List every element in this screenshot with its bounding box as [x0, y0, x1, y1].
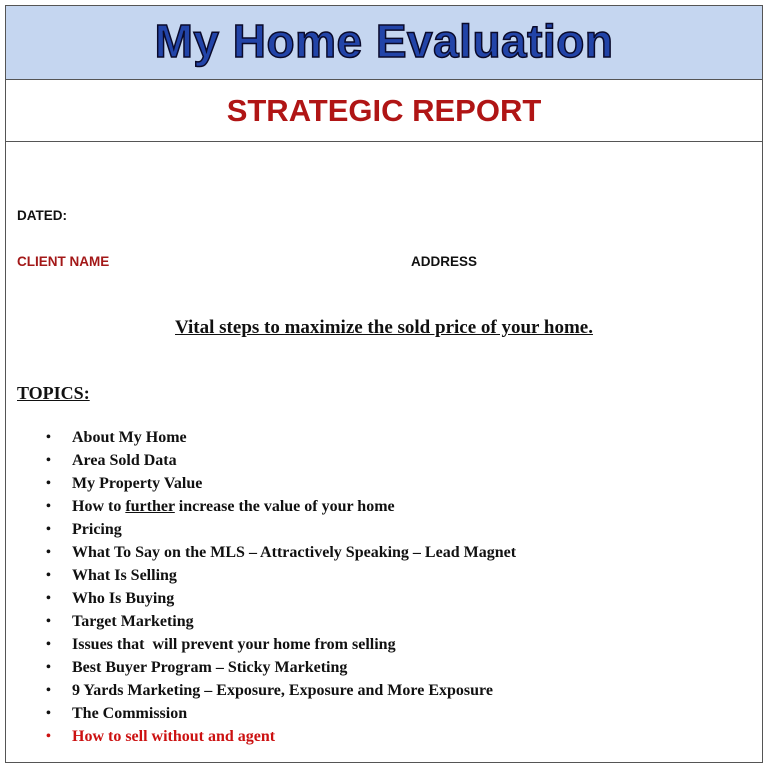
topic-item [6, 633, 516, 656]
topic-text: Best Buyer Program – Sticky Marketing [72, 659, 348, 676]
topic-text: The Commission [72, 705, 188, 722]
bullet-icon: • [46, 430, 51, 445]
topic-item [6, 472, 516, 495]
address-label: ADDRESS [411, 254, 478, 269]
bullet-icon: • [46, 591, 51, 606]
topic-item [6, 656, 516, 679]
bullet-icon: • [46, 637, 51, 652]
topic-item [6, 702, 516, 725]
topic-text: How to sell without and agent [72, 728, 276, 745]
bullet-icon: • [46, 614, 51, 629]
bullet-icon: • [46, 706, 51, 721]
bullet-icon: • [46, 453, 51, 468]
tagline [6, 317, 762, 339]
topic-item [6, 495, 516, 518]
bullet-icon: • [46, 568, 51, 583]
topic-text-underlined: further [125, 498, 175, 515]
topic-text: What Is Selling [72, 567, 177, 584]
bullet-icon: • [46, 476, 51, 491]
subtitle-band [6, 80, 762, 142]
topic-item [6, 449, 516, 472]
tagline-text: Vital steps to maximize the sold price of your home. [175, 317, 593, 338]
bullet-icon: • [46, 499, 51, 514]
topic-item [6, 610, 516, 633]
bullet-icon: • [46, 660, 51, 675]
topics-list [6, 426, 516, 748]
dated-label: DATED: [17, 208, 67, 223]
topic-text: About My Home [72, 429, 187, 446]
report-subtitle: STRATEGIC REPORT [226, 92, 542, 128]
report-frame [5, 5, 763, 763]
topic-item [6, 426, 516, 449]
topic-item [6, 518, 516, 541]
topics-heading: TOPICS: [17, 383, 90, 403]
topic-text: Who Is Buying [72, 590, 175, 607]
bullet-icon: • [46, 545, 51, 560]
bullet-icon: • [46, 729, 51, 744]
topic-item [6, 679, 516, 702]
page-title: My Home Evaluation [154, 14, 614, 67]
topic-text-post: increase the value of your home [174, 498, 395, 515]
topic-item [6, 564, 516, 587]
title-band [6, 6, 762, 80]
topic-text: 9 Yards Marketing – Exposure, Exposure and More Exposure [72, 682, 493, 699]
topic-item [6, 541, 516, 564]
topic-item-highlighted [6, 725, 516, 748]
topic-text: What To Say on the MLS – Attractively Speaking – Lead Magnet [72, 544, 517, 561]
topic-text: Pricing [72, 521, 122, 538]
topic-text: Target Marketing [72, 613, 194, 630]
topic-item [6, 587, 516, 610]
topic-text: Issues that will prevent your home from selling [72, 636, 396, 653]
client-name-label: CLIENT NAME [17, 254, 110, 269]
bullet-icon: • [46, 522, 51, 537]
bullet-icon: • [46, 683, 51, 698]
topic-text: My Property Value [72, 475, 203, 492]
topic-text: Area Sold Data [72, 452, 177, 469]
topic-text-pre: How to [72, 498, 126, 515]
